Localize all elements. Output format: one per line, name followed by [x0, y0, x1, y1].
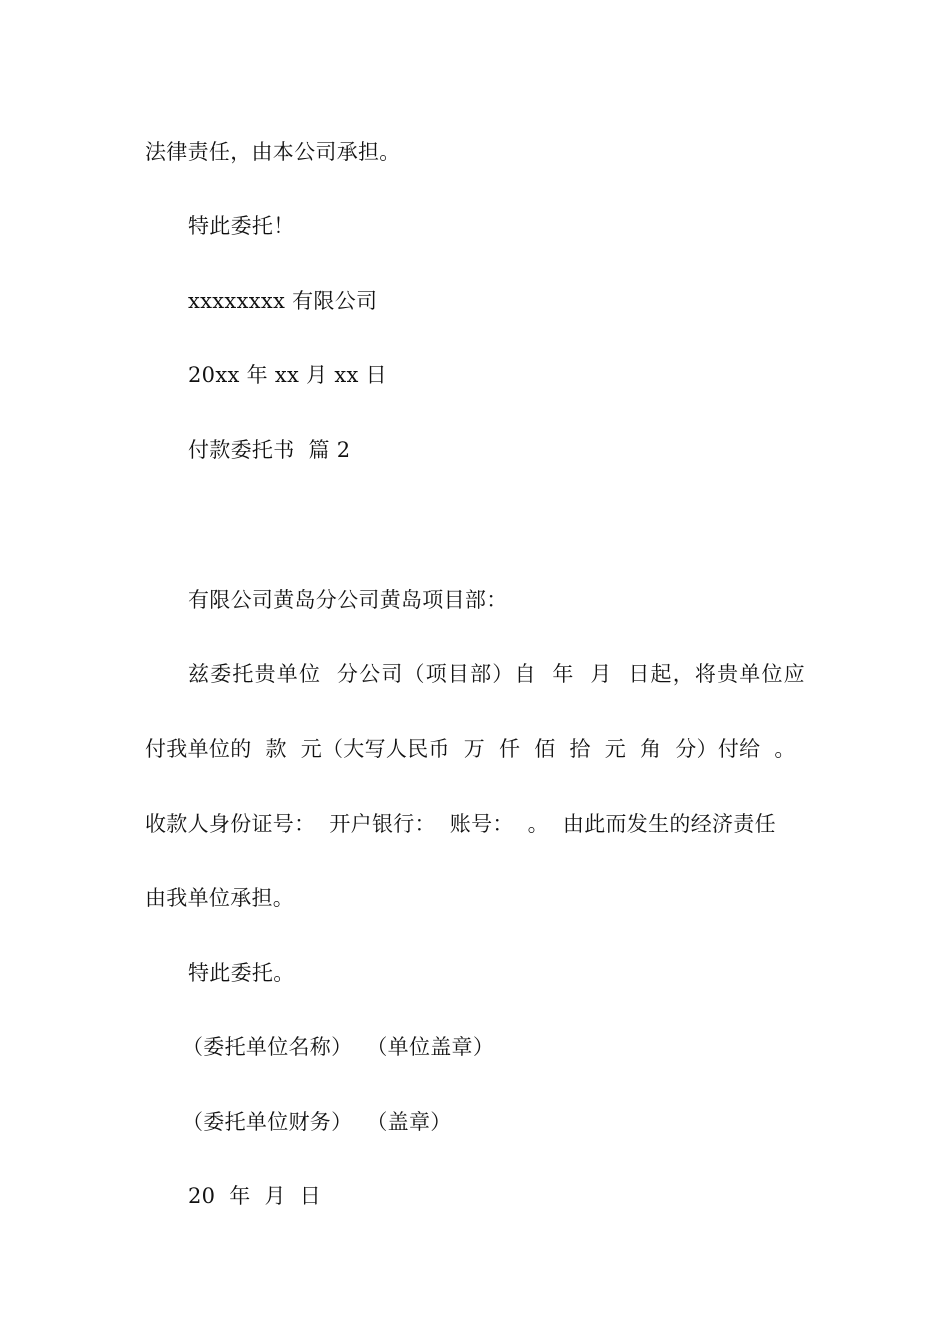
signature-line-2: （委托单位财务） （盖章） — [182, 1110, 452, 1134]
section-heading: 付款委托书 篇 2 — [188, 438, 351, 462]
date-line-2: 20 年 月 日 — [188, 1184, 322, 1208]
paragraph-closing-1: 特此委托！ — [188, 214, 295, 238]
body-line-4: 由我单位承担。 — [145, 886, 295, 910]
paragraph-liability: 法律责任，由本公司承担。 — [145, 140, 401, 164]
company-name: xxxxxxxx 有限公司 — [188, 289, 378, 313]
paragraph-closing-2: 特此委托。 — [188, 961, 295, 985]
body-line-1: 兹委托贵单位 分公司（项目部）自 年 月 日起，将贵单位应 — [188, 662, 805, 686]
signature-line-1: （委托单位名称） （单位盖章） — [182, 1035, 495, 1059]
body-line-3: 收款人身份证号： 开户银行： 账号： 。 由此而发生的经济责任 — [145, 812, 776, 836]
date-line-1: 20xx 年 xx 月 xx 日 — [188, 363, 387, 387]
body-line-2: 付我单位的 款 元（大写人民币 万 仟 佰 拾 元 角 分）付给 。 — [145, 737, 796, 761]
addressee: 有限公司黄岛分公司黄岛项目部： — [188, 588, 508, 612]
